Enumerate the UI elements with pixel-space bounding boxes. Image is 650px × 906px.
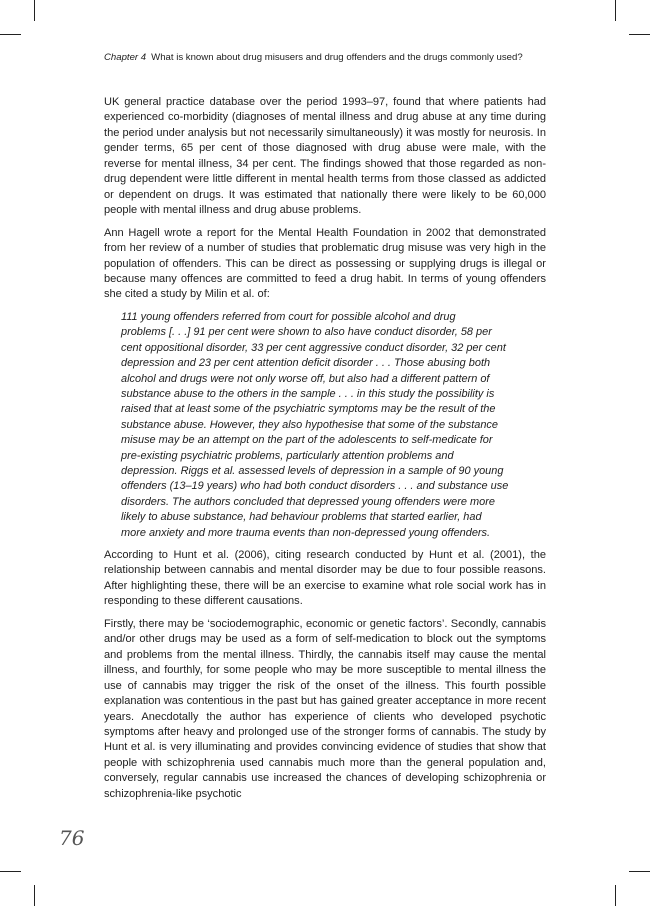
quote-line: 111 young offenders referred from court for possible alcohol and drug	[121, 310, 456, 323]
quote-line: alcohol and drugs were not only worse off, but also had a different pattern of	[121, 372, 490, 385]
quote-line: misuse may be an attempt on the part of the adolescents to self-medicate for	[121, 434, 493, 447]
crop-mark	[0, 34, 21, 35]
paragraph: Ann Hagell wrote a report for the Mental Health Foundation in 2002 that demonstrated from her review of a number of studies that problematic drug misuse was very high in the population of offenders. This can be direct as possessing or supplying drugs is illegal or because many offences are committed to feed a drug habit. In terms of young offenders she cited a study by Milin et al. of:	[104, 226, 546, 301]
quote-line: cent oppositional disorder, 33 per cent aggressive conduct disorder, 32 per cent	[121, 341, 506, 354]
quote-line: depression and 23 per cent attention deficit disorder . . . Those abusing both	[121, 357, 491, 370]
quote-line: problems [. . .] 91 per cent were shown to also have conduct disorder, 58 per	[121, 326, 492, 339]
quote-line: pre-existing psychiatric problems, particularly attention problems and	[121, 449, 454, 462]
quote-line: substance abuse. However, they also hypothesise that some of the substance	[121, 418, 498, 431]
chapter-label: Chapter 4	[104, 52, 147, 63]
paragraph: Firstly, there may be ‘sociodemographic, economic or genetic factors’. Secondly, cannabis and/or other drugs may be used as a form of self-medication to block out the symptoms and problems from the mental illness. Thirdly, the cannabis itself may cause the mental illness, and fourthly, for some people who may be more susceptible to mental illness the use of cannabis may trigger the risk of the onset of the illness. This fourth possible explanation was contentious in the past but has gained greater acceptance in more recent years. Anecdotally the author has experience of clients who developed psychotic symptoms after heavy and prolonged use of the stronger forms of cannabis. The study by Hunt et al. is very illuminating and provides convincing evidence of studies that show that people with schizophrenia used cannabis much more than the general population and, conversely, regular cannabis use increased the chances of developing schizophrenia or schizophrenia-like psychotic	[104, 617, 546, 800]
crop-mark	[629, 871, 650, 872]
crop-mark	[615, 885, 616, 906]
block-quote	[121, 310, 546, 541]
paragraph: According to Hunt et al. (2006), citing research conducted by Hunt et al. (2001), the relationship between cannabis and mental disorder may be due to four possible reasons. After highlighting these, there will be an exercise to examine what role social work has in responding to these different causations.	[104, 548, 546, 608]
crop-mark	[615, 0, 616, 21]
paragraph: UK general practice database over the period 1993–97, found that where patients had experienced co-morbidity (diagnoses of mental illness and drug abuse at any time during the period under analysis but not necessarily simultaneously) it was mostly for neurosis. In gender terms, 65 per cent of those diagnosed with drug abuse were male, with the reverse for mental illness, 34 per cent. The findings showed that those regarded as non-drug dependent were little different in mental health terms from those classed as addicted or dependent on drugs. It was estimated that nationally there were likely to be 60,000 people with mental illness and drug abuse problems.	[104, 96, 546, 217]
page-number: 76	[59, 826, 85, 850]
quote-line: substance abuse to the others in the sample . . . in this study the possibility is	[121, 387, 495, 400]
quote-line: likely to abuse substance, had behaviour problems that started earlier, had	[121, 511, 482, 524]
crop-mark	[0, 871, 21, 872]
chapter-title: What is known about drug misusers and drug offenders and the drugs commonly used?	[151, 52, 523, 63]
quote-line: offenders (13–19 years) who had both conduct disorders . . . and substance use	[121, 480, 509, 493]
crop-mark	[34, 885, 35, 906]
crop-mark	[629, 34, 650, 35]
quote-line: more anxiety and more trauma events than non-depressed young offenders.	[121, 526, 491, 539]
page-body	[104, 95, 546, 809]
crop-mark	[34, 0, 35, 21]
quote-line: disorders. The authors concluded that depressed young offenders were more	[121, 495, 495, 508]
quote-line: depression. Riggs et al. assessed levels of depression in a sample of 90 young	[121, 464, 504, 477]
quote-line: raised that at least some of the psychiatric symptoms may be the result of the	[121, 403, 496, 416]
running-header	[104, 52, 564, 63]
